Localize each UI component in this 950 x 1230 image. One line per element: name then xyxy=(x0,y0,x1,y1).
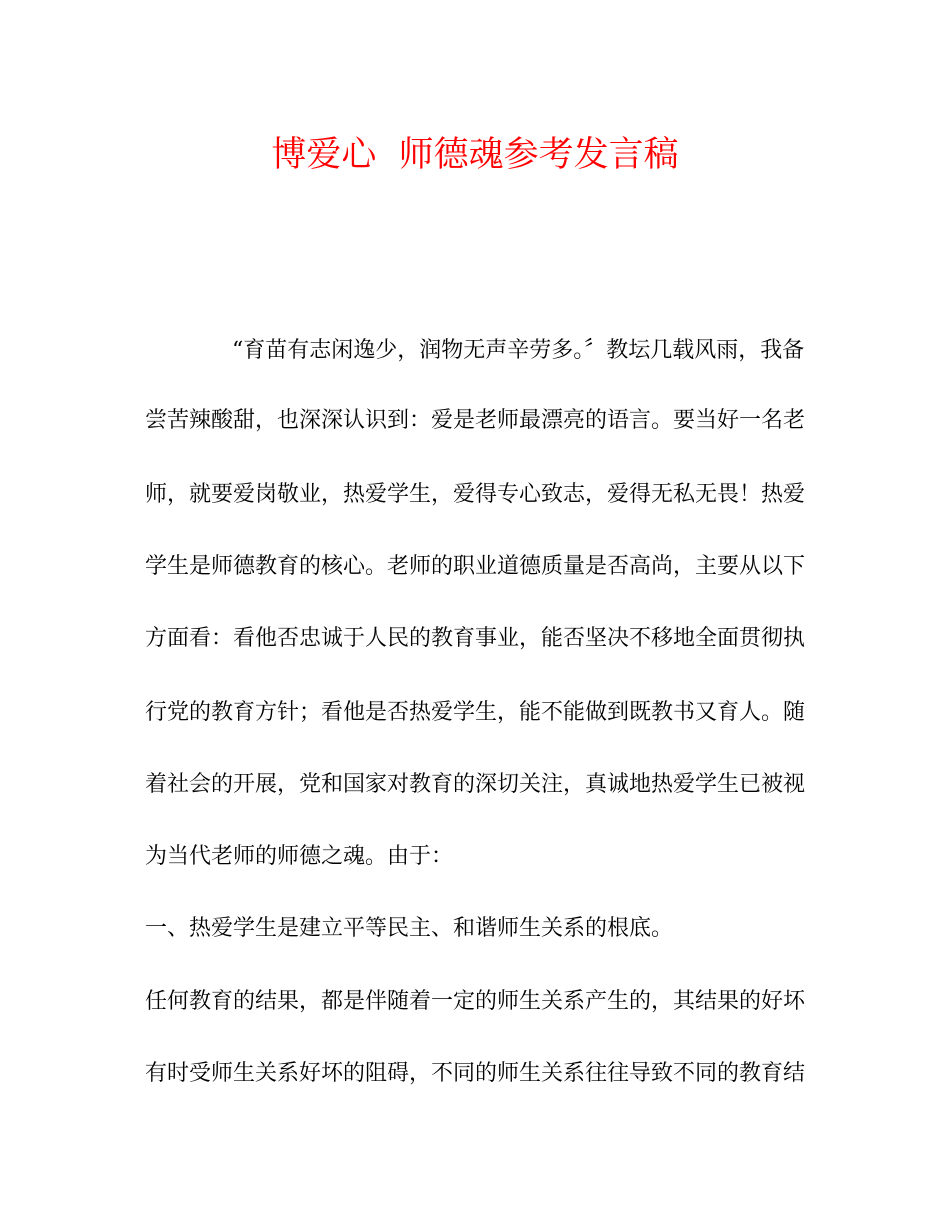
paragraph-line: 有时受师生关系好坏的阻碍，不同的师生关系往往导致不同的教育结 xyxy=(145,1061,805,1086)
paragraph-line: 着社会的开展，党和国家对教育的深切关注，真诚地热爱学生已被视 xyxy=(145,772,805,797)
paragraph-line: 方面看：看他否忠诚于人民的教育事业，能否坚决不移地全面贯彻执 xyxy=(145,626,805,651)
section-heading: 一、热爱学生是建立平等民主、和谐师生关系的根底。 xyxy=(145,916,674,941)
paragraph-line: 为当代老师的师德之魂。由于： xyxy=(145,844,454,869)
paragraph-line: 学生是师德教育的核心。老师的职业道德质量是否高尚，主要从以下 xyxy=(145,554,805,579)
paragraph-line: 行党的教育方针；看他是否热爱学生，能不能做到既教书又育人。随 xyxy=(145,700,805,725)
paragraph-line: “育苗有志闲逸少，润物无声辛劳多。〞教坛几载风雨，我备 xyxy=(232,338,805,363)
paragraph-line: 任何教育的结果，都是伴随着一定的师生关系产生的，其结果的好坏 xyxy=(145,989,805,1014)
paragraph-line: 师，就要爱岗敬业，热爱学生，爱得专心致志，爱得无私无畏！热爱 xyxy=(145,482,805,507)
paragraph-line: 尝苦辣酸甜，也深深认识到：爱是老师最漂亮的语言。要当好一名老 xyxy=(145,408,805,433)
document-title: 博爱心 师德魂参考发言稿 xyxy=(271,135,679,175)
